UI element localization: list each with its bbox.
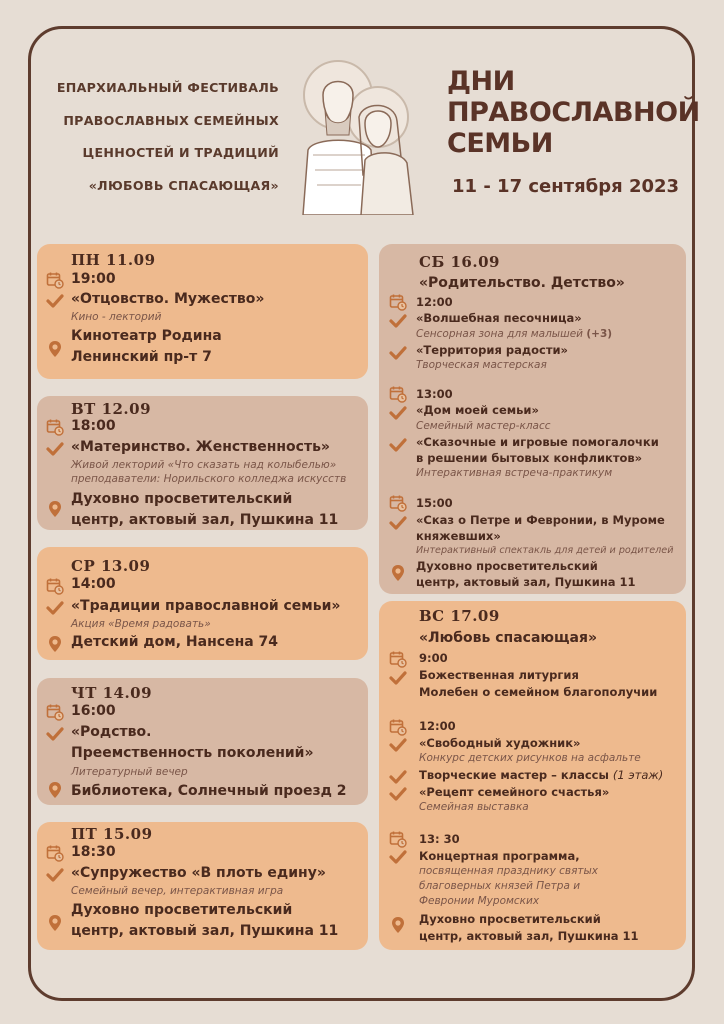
event-note: Акция «Время радовать» [71, 618, 211, 630]
event-note: Интерактивная встреча-практикум [416, 467, 613, 479]
day-label: ЧТ 14.09 [71, 684, 153, 702]
location-pin-icon [46, 914, 64, 932]
day-card-mon [37, 244, 368, 379]
day-label: СР 13.09 [71, 557, 151, 575]
check-icon [389, 768, 407, 786]
check-icon [389, 404, 407, 422]
check-icon [46, 292, 64, 310]
event-title: Концертная программа, [419, 849, 580, 863]
event-place: Библиотека, Солнечный проезд 2 [71, 783, 347, 799]
festival-line: ЕПАРХИАЛЬНЫЙ ФЕСТИВАЛЬ [56, 80, 279, 95]
event-note: Сенсорная зона для малышей (+3) [416, 328, 613, 340]
location-pin-icon [389, 916, 407, 934]
event-place: Духовно просветительский [416, 559, 598, 573]
event-title: «Отцовство. Мужество» [71, 291, 265, 307]
festival-line: «ЛЮБОВЬ СПАСАЮЩАЯ» [88, 177, 279, 193]
event-title: Молебен о семейном благополучии [419, 685, 658, 699]
event-note: Семейная выставка [419, 801, 529, 813]
check-icon [389, 669, 407, 687]
event-place: Детский дом, Нансена 74 [71, 634, 279, 650]
day-card-sat [379, 244, 686, 594]
event-place: центр, актовый зал, Пушкина 11 [416, 575, 636, 589]
event-title: «Волшебная песочница» [416, 311, 582, 325]
calendar-clock-icon [46, 418, 64, 436]
calendar-clock-icon [389, 293, 407, 311]
calendar-clock-icon [389, 650, 407, 668]
event-title: «Родство. [71, 724, 152, 740]
title-line: ДНИ [447, 66, 515, 97]
event-place: Кинотеатр Родина [71, 328, 222, 344]
event-time: 12:00 [419, 719, 456, 733]
check-icon [46, 599, 64, 617]
event-place: центр, актовый зал, Пушкина 11 [71, 512, 339, 528]
event-place: Духовно просветительский [71, 491, 293, 507]
event-title: «Супружество «В плоть едину» [71, 865, 326, 881]
event-title: «Свободный художник» [419, 736, 581, 750]
event-time: 18:00 [71, 418, 116, 434]
event-note: благоверных князей Петра и [419, 880, 581, 892]
location-pin-icon [46, 340, 64, 358]
event-note: Живой лекторий «Что сказать над колыбелью» [71, 459, 337, 471]
event-time: 19:00 [71, 271, 116, 287]
calendar-clock-icon [389, 718, 407, 736]
event-title: «Традиции православной семьи» [71, 598, 341, 614]
day-label: ПТ 15.09 [71, 825, 153, 843]
event-note: Кино - лекторий [71, 311, 162, 323]
location-pin-icon [46, 635, 64, 653]
check-icon [389, 785, 407, 803]
day-card-fri [37, 822, 368, 950]
event-time: 14:00 [71, 576, 116, 592]
event-title: «Материнство. Женственность» [71, 439, 330, 455]
event-title: Преемственность поколений» [71, 745, 314, 761]
festival-line: ЦЕННОСТЕЙ И ТРАДИЦИЙ [82, 145, 279, 160]
calendar-clock-icon [46, 577, 64, 595]
check-icon [389, 848, 407, 866]
day-theme: «Родительство. Детство» [419, 275, 625, 291]
check-icon [389, 514, 407, 532]
check-icon [389, 436, 407, 454]
check-icon [46, 725, 64, 743]
page-title [447, 66, 700, 159]
day-card-sun [379, 601, 686, 950]
check-icon [46, 440, 64, 458]
day-label: ВТ 12.09 [71, 400, 152, 418]
check-icon [389, 344, 407, 362]
event-time: 16:00 [71, 703, 116, 719]
event-note: Конкурс детских рисунков на асфальте [419, 752, 641, 764]
festival-line: ПРАВОСЛАВНЫХ СЕМЕЙНЫХ [63, 112, 279, 128]
calendar-clock-icon [389, 385, 407, 403]
check-icon [389, 312, 407, 330]
event-place: Ленинский пр-т 7 [71, 349, 212, 365]
festival-name [9, 80, 279, 210]
event-title: «Сказочные и игровые помогалочки [416, 435, 659, 449]
day-card-thu [37, 678, 368, 805]
location-pin-icon [389, 564, 407, 582]
calendar-clock-icon [46, 703, 64, 721]
location-pin-icon [46, 781, 64, 799]
title-line: ПРАВОСЛАВНОЙ [447, 97, 700, 128]
event-title: «Дом моей семьи» [416, 403, 539, 417]
event-title: «Сказ о Петре и Февронии, в Муроме [416, 513, 665, 527]
event-title: в решении бытовых конфликтов» [416, 451, 643, 465]
event-time: 13:00 [416, 387, 453, 401]
event-note: посвященная празднику святых [419, 865, 599, 877]
event-note: Интерактивный спектакль для детей и родителей [416, 545, 674, 556]
event-note: Семейный мастер-класс [416, 420, 551, 432]
event-title: Творческие мастер – классы (1 этаж) [419, 768, 664, 782]
event-note: Семейный вечер, интерактивная игра [71, 885, 284, 897]
event-time: 9:00 [419, 651, 448, 665]
day-card-wed [37, 547, 368, 660]
event-place: центр, актовый зал, Пушкина 11 [419, 929, 639, 943]
title-line: СЕМЬИ [447, 128, 553, 159]
event-title: Божественная литургия [419, 668, 579, 682]
check-icon [46, 866, 64, 884]
day-card-tue [37, 396, 368, 530]
calendar-clock-icon [389, 494, 407, 512]
event-title: «Территория радости» [416, 343, 568, 357]
day-label: ПН 11.09 [71, 251, 156, 269]
event-note: Февронии Муромских [419, 895, 540, 907]
check-icon [389, 736, 407, 754]
calendar-clock-icon [389, 830, 407, 848]
event-time: 18:30 [71, 844, 116, 860]
calendar-clock-icon [46, 844, 64, 862]
event-title: княжевших» [416, 529, 501, 543]
event-place: Духовно просветительский [71, 902, 293, 918]
calendar-clock-icon [46, 271, 64, 289]
location-pin-icon [46, 500, 64, 518]
event-time: 15:00 [416, 496, 453, 510]
day-label: ВС 17.09 [419, 607, 500, 625]
saints-icon [283, 55, 428, 215]
event-note: Литературный вечер [71, 766, 188, 778]
festival-dates: 11 - 17 сентября 2023 [452, 176, 680, 197]
day-theme: «Любовь спасающая» [419, 630, 597, 646]
event-time: 12:00 [416, 295, 453, 309]
event-time: 13: 30 [419, 832, 460, 846]
event-place: Духовно просветительский [419, 912, 601, 926]
event-title: «Рецепт семейного счастья» [419, 785, 610, 799]
day-label: СБ 16.09 [419, 253, 500, 271]
event-note: преподаватели: Норильского колледжа искусств [71, 473, 347, 485]
event-note: Творческая мастерская [416, 359, 547, 371]
event-place: центр, актовый зал, Пушкина 11 [71, 923, 339, 939]
